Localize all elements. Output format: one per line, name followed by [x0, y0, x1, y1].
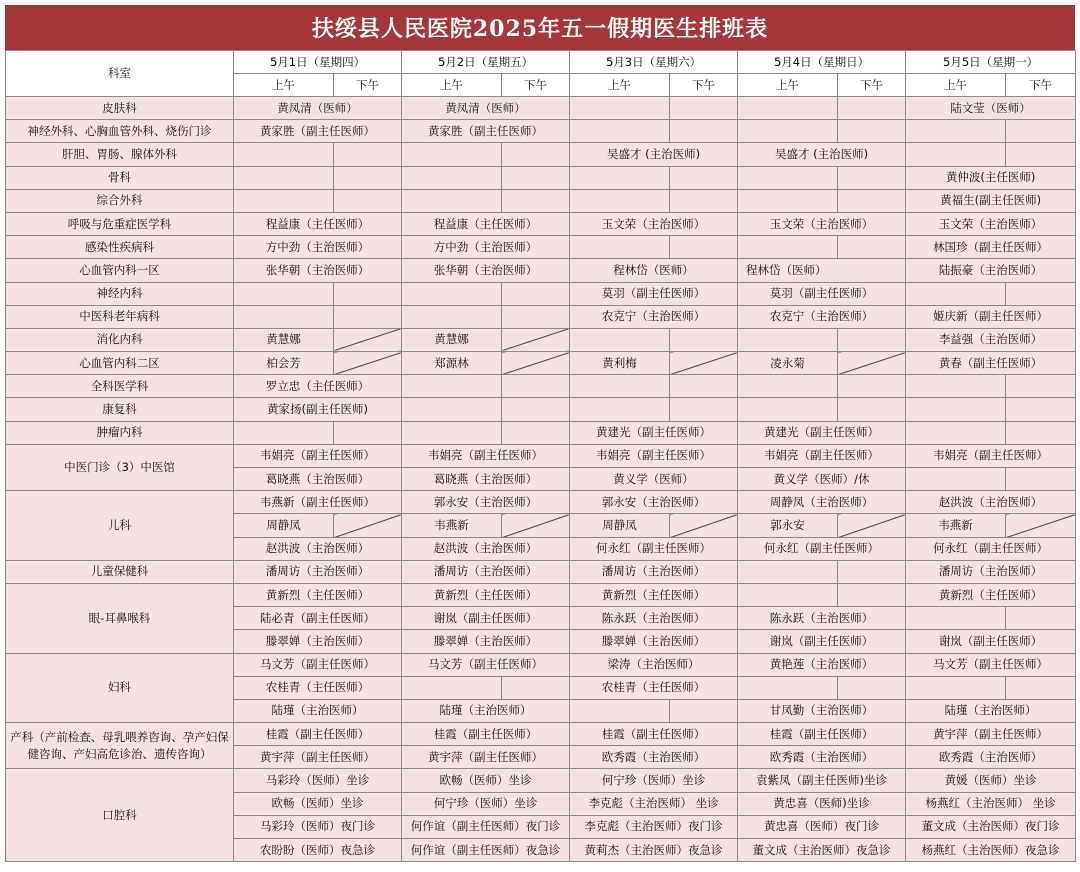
- doctor-slot: 黄慧娜: [234, 328, 334, 351]
- doctor-slot: 韦娟亮（副主任医师）: [738, 444, 906, 467]
- doctor-slot: 凌永菊: [738, 352, 838, 375]
- empty-slot: [334, 189, 402, 212]
- pm-header: 下午: [1006, 74, 1076, 97]
- empty-slot: [502, 421, 570, 444]
- doctor-slot: 黄新烈（主任医师）: [570, 583, 738, 606]
- department-cell: 中医门诊（3）中医馆: [6, 444, 234, 490]
- empty-slot: [402, 166, 502, 189]
- empty-slot: [334, 421, 402, 444]
- empty-slot-slash: [670, 514, 738, 537]
- doctor-slot: 韦娟亮（副主任医师）: [570, 444, 738, 467]
- empty-slot: [906, 375, 1006, 398]
- empty-slot: [838, 375, 906, 398]
- doctor-slot: 周静凤: [234, 514, 334, 537]
- doctor-slot: 柏会芳: [234, 352, 334, 375]
- doctor-slot: 陆文莹（医师）: [906, 97, 1076, 120]
- doctor-slot: 马彩玲（医师）坐诊: [234, 769, 402, 792]
- am-header: 上午: [402, 74, 502, 97]
- empty-slot: [670, 699, 738, 722]
- empty-slot: [1006, 468, 1076, 491]
- empty-slot: [838, 97, 906, 120]
- doctor-slot: 杨燕红（主治医师）夜急诊: [906, 839, 1076, 862]
- empty-slot: [502, 166, 570, 189]
- doctor-slot: 李益强（主治医师）: [906, 328, 1076, 351]
- empty-slot-slash: [502, 328, 570, 351]
- empty-slot: [738, 97, 838, 120]
- empty-slot: [570, 398, 670, 421]
- empty-slot: [1006, 375, 1076, 398]
- department-cell: 肿瘤内科: [6, 421, 234, 444]
- doctor-slot: 黄忠喜（医师)坐诊: [738, 792, 906, 815]
- empty-slot: [502, 398, 570, 421]
- doctor-slot: 何宁珍（医师）坐诊: [570, 769, 738, 792]
- doctor-slot: 莫羽（副主任医师）: [570, 282, 738, 305]
- doctor-slot: 张华朝（主治医师）: [402, 259, 570, 282]
- empty-slot: [570, 166, 670, 189]
- empty-slot: [670, 375, 738, 398]
- department-cell: 心血管内科二区: [6, 352, 234, 375]
- empty-slot: [502, 305, 570, 328]
- doctor-slot: 甘凤勤（主治医师）: [738, 699, 906, 722]
- doctor-slot: 黄义学（医师）: [570, 468, 738, 491]
- empty-slot: [334, 282, 402, 305]
- doctor-slot: 陆瑾（主治医师）: [234, 699, 402, 722]
- doctor-slot: 陆必青（副主任医师）: [234, 607, 402, 630]
- empty-slot: [906, 398, 1006, 421]
- table-row: [6, 653, 1076, 676]
- empty-slot: [738, 583, 838, 606]
- doctor-slot: 韦燕新: [906, 514, 1006, 537]
- doctor-slot: 潘周访（主治医师）: [402, 560, 570, 583]
- day-header: 5月4日（星期日）: [738, 51, 906, 74]
- empty-slot-slash: [670, 352, 738, 375]
- empty-slot: [1006, 607, 1076, 630]
- empty-slot: [402, 305, 502, 328]
- empty-slot: [906, 120, 1006, 143]
- table-row: [6, 166, 1076, 189]
- empty-slot: [1006, 676, 1076, 699]
- doctor-slot: 黄艳莲（主治医师）: [738, 653, 906, 676]
- doctor-slot: 葛晓燕（主治医师）: [234, 468, 402, 491]
- empty-slot: [838, 236, 906, 259]
- department-cell: 心血管内科一区: [6, 259, 234, 282]
- doctor-slot: 黄凤清（医师）: [402, 97, 570, 120]
- doctor-slot: 韦燕新（副主任医师）: [234, 491, 402, 514]
- doctor-slot: 陆瑾（主治医师）: [402, 699, 570, 722]
- doctor-slot: 马文芳（副主任医师）: [906, 653, 1076, 676]
- doctor-slot: 农克宁（主治医师）: [570, 305, 738, 328]
- department-cell: 康复科: [6, 398, 234, 421]
- doctor-slot: 黄慧娜: [402, 328, 502, 351]
- empty-slot: [906, 282, 1006, 305]
- doctor-slot: 袁紫凤（副主任医师)坐诊: [738, 769, 906, 792]
- doctor-slot: 吴盛才 (主治医师): [570, 143, 738, 166]
- empty-slot-slash: [502, 514, 570, 537]
- doctor-slot: 农桂青（主任医师）: [570, 676, 738, 699]
- day-header: 5月1日（星期四）: [234, 51, 402, 74]
- am-header: 上午: [738, 74, 838, 97]
- doctor-slot: 欧秀霞（主治医师）: [906, 746, 1076, 769]
- doctor-slot: 林国珍（副主任医师）: [906, 236, 1076, 259]
- doctor-slot: 吴盛才 (主治医师): [738, 143, 906, 166]
- empty-slot: [502, 143, 570, 166]
- empty-slot: [1006, 421, 1076, 444]
- empty-slot: [670, 398, 738, 421]
- empty-slot: [838, 560, 906, 583]
- department-cell: 全科医学科: [6, 375, 234, 398]
- empty-slot: [234, 166, 334, 189]
- am-header: 上午: [570, 74, 670, 97]
- doctor-slot: 黄家胜（副主任医师）: [402, 120, 570, 143]
- empty-slot: [570, 120, 670, 143]
- table-row: [6, 352, 1076, 375]
- pm-header: 下午: [334, 74, 402, 97]
- doctor-slot: 姬庆新（副主任医师）: [906, 305, 1076, 328]
- doctor-slot: 黄宇萍（副主任医师）: [402, 746, 570, 769]
- table-row: [6, 120, 1076, 143]
- doctor-slot: 韦燕新: [402, 514, 502, 537]
- doctor-slot: 葛晓燕（主治医师）: [402, 468, 570, 491]
- doctor-slot: 马文芳（副主任医师）: [402, 653, 570, 676]
- empty-slot: [570, 189, 670, 212]
- empty-slot: [502, 282, 570, 305]
- empty-slot: [570, 97, 670, 120]
- table-row: [6, 236, 1076, 259]
- schedule-sheet: [5, 5, 1075, 869]
- empty-slot: [670, 328, 738, 351]
- doctor-slot: 董文成（主治医师）夜急诊: [738, 839, 906, 862]
- empty-slot: [838, 398, 906, 421]
- doctor-slot: 滕翠婵（主治医师）: [234, 630, 402, 653]
- department-cell: 中医科老年病科: [6, 305, 234, 328]
- doctor-slot: 黄忠喜（医师）夜门诊: [738, 815, 906, 838]
- doctor-slot: 潘周访（主治医师）: [906, 560, 1076, 583]
- doctor-slot: 方中劲（主治医师）: [234, 236, 402, 259]
- empty-slot: [670, 120, 738, 143]
- table-row: [6, 305, 1076, 328]
- department-cell: 呼吸与危重症医学科: [6, 212, 234, 235]
- table-header: [6, 51, 1076, 97]
- table-row: [6, 491, 1076, 514]
- empty-slot: [1006, 120, 1076, 143]
- doctor-slot: 方中劲（主治医师）: [402, 236, 570, 259]
- am-header: 上午: [234, 74, 334, 97]
- doctor-slot: 桂霞（副主任医师）: [738, 723, 906, 746]
- pm-header: 下午: [670, 74, 738, 97]
- page-title: 扶绥县人民医院2025年五一假期医生排班表: [5, 5, 1075, 50]
- day-header: 5月5日（星期一）: [906, 51, 1076, 74]
- doctor-slot: 黄新烈（主任医师）: [906, 583, 1076, 606]
- table-row: [6, 282, 1076, 305]
- empty-slot: [738, 676, 838, 699]
- empty-slot-slash: [1006, 514, 1076, 537]
- doctor-slot: 黄义学（医师）/休: [738, 468, 906, 491]
- doctor-slot: 何作谊（副主任医师）夜门诊: [402, 815, 570, 838]
- doctor-slot: 陆振豪（主治医师）: [906, 259, 1076, 282]
- empty-slot: [402, 189, 502, 212]
- empty-slot: [906, 421, 1006, 444]
- empty-slot-slash: [334, 328, 402, 351]
- empty-slot: [234, 421, 334, 444]
- doctor-slot: 玉文荣（主治医师）: [738, 212, 906, 235]
- doctor-slot: 黄仲波(主任医师): [906, 166, 1076, 189]
- doctor-slot: 玉文荣（主治医师）: [906, 212, 1076, 235]
- empty-slot: [906, 607, 1006, 630]
- doctor-slot: 马文芳（副主任医师）: [234, 653, 402, 676]
- department-cell: 神经外科、心胸血管外科、烧伤门诊: [6, 120, 234, 143]
- empty-slot: [402, 676, 502, 699]
- empty-slot: [334, 166, 402, 189]
- department-cell: 综合外科: [6, 189, 234, 212]
- doctor-slot: 李克彪（主治医师）夜门诊: [570, 815, 738, 838]
- empty-slot: [838, 328, 906, 351]
- doctor-slot: 玉文荣（主治医师）: [570, 212, 738, 235]
- doctor-slot: 何永红（副主任医师）: [906, 537, 1076, 560]
- doctor-slot: 潘周访（主治医师）: [570, 560, 738, 583]
- empty-slot: [738, 375, 838, 398]
- doctor-slot: 何宁珍（医师）坐诊: [402, 792, 570, 815]
- doctor-slot: 陈永跃（主治医师）: [738, 607, 906, 630]
- doctor-slot: 黄凤清（医师）: [234, 97, 402, 120]
- empty-slot-slash: [334, 514, 402, 537]
- empty-slot: [234, 143, 334, 166]
- day-header: 5月3日（星期六）: [570, 51, 738, 74]
- department-cell: 神经内科: [6, 282, 234, 305]
- doctor-slot: 黄春（副主任医师）: [906, 352, 1076, 375]
- doctor-slot: 郑源林: [402, 352, 502, 375]
- department-cell: 儿童保健科: [6, 560, 234, 583]
- doctor-slot: 欧秀霞（主治医师）: [570, 746, 738, 769]
- doctor-slot: 黄利梅: [570, 352, 670, 375]
- doctor-slot: 黄家扬(副主任医师): [234, 398, 402, 421]
- empty-slot: [738, 398, 838, 421]
- empty-slot: [570, 328, 670, 351]
- empty-slot: [502, 676, 570, 699]
- doctor-slot: 农桂青（主任医师）: [234, 676, 402, 699]
- empty-slot: [1006, 398, 1076, 421]
- doctor-slot: 黄福生(副主任医师): [906, 189, 1076, 212]
- empty-slot: [234, 189, 334, 212]
- table-row: [6, 375, 1076, 398]
- doctor-slot: 罗立忠（主任医师）: [234, 375, 402, 398]
- doctor-slot: 张华朝（主治医师）: [234, 259, 402, 282]
- empty-slot: [1006, 143, 1076, 166]
- doctor-slot: 赵洪波（主治医师）: [906, 491, 1076, 514]
- empty-slot: [570, 699, 670, 722]
- doctor-slot: 董文成（主治医师）夜门诊: [906, 815, 1076, 838]
- department-cell: 眼-耳鼻喉科: [6, 583, 234, 653]
- doctor-slot: 程益康（主任医师）: [402, 212, 570, 235]
- doctor-slot: 郭永安（主治医师）: [570, 491, 738, 514]
- doctor-slot: 欧畅（医师）坐诊: [402, 769, 570, 792]
- table-body: [6, 97, 1076, 862]
- empty-slot: [738, 189, 838, 212]
- doctor-slot: 桂霞（副主任医师）: [402, 723, 570, 746]
- doctor-slot: 桂霞（副主任医师）: [570, 723, 738, 746]
- table-row: [6, 143, 1076, 166]
- doctor-slot: 韦娟亮（副主任医师）: [234, 444, 402, 467]
- empty-slot: [838, 676, 906, 699]
- day-header: 5月2日（星期五）: [402, 51, 570, 74]
- doctor-slot: 周静凤: [570, 514, 670, 537]
- doctor-slot: 赵洪波（主治医师）: [402, 537, 570, 560]
- doctor-slot: 黄建光（副主任医师）: [570, 421, 738, 444]
- empty-slot: [570, 375, 670, 398]
- doctor-slot: 谢岚（副主任医师）: [738, 630, 906, 653]
- empty-slot-slash: [502, 352, 570, 375]
- empty-slot: [334, 143, 402, 166]
- empty-slot: [670, 189, 738, 212]
- empty-slot: [402, 282, 502, 305]
- doctor-slot: 农盼盼（医师）夜急诊: [234, 839, 402, 862]
- pm-header: 下午: [502, 74, 570, 97]
- empty-slot: [738, 328, 838, 351]
- empty-slot: [402, 398, 502, 421]
- empty-slot: [502, 375, 570, 398]
- doctor-slot: 黄新烈（主任医师）: [402, 583, 570, 606]
- table-row: [6, 583, 1076, 606]
- schedule-table: [5, 50, 1076, 862]
- empty-slot: [838, 166, 906, 189]
- doctor-slot: 欧畅（医师）坐诊: [234, 792, 402, 815]
- doctor-slot: 周静凤（主治医师）: [738, 491, 906, 514]
- empty-slot-slash: [334, 352, 402, 375]
- department-cell: 妇科: [6, 653, 234, 723]
- doctor-slot: 农克宁（主治医师）: [738, 305, 906, 328]
- doctor-slot: 黄宇萍（副主任医师）: [906, 723, 1076, 746]
- doctor-slot: 黄媛（医师）坐诊: [906, 769, 1076, 792]
- table-row: [6, 723, 1076, 746]
- doctor-slot: 程林岱（医师）: [738, 259, 906, 282]
- doctor-slot: 何永红（副主任医师）: [738, 537, 906, 560]
- table-row: [6, 769, 1076, 792]
- am-header: 上午: [906, 74, 1006, 97]
- pm-header: 下午: [838, 74, 906, 97]
- dept-header: 科室: [6, 51, 234, 97]
- empty-slot: [402, 421, 502, 444]
- empty-slot: [738, 560, 838, 583]
- doctor-slot: 韦娟亮（副主任医师）: [906, 444, 1076, 467]
- empty-slot: [502, 189, 570, 212]
- doctor-slot: 谢岚（副主任医师）: [906, 630, 1076, 653]
- doctor-slot: 莫羽（副主任医师）: [738, 282, 906, 305]
- empty-slot: [670, 97, 738, 120]
- doctor-slot: 杨燕红（主治医师） 坐诊: [906, 792, 1076, 815]
- table-row: [6, 189, 1076, 212]
- doctor-slot: 韦娟亮（副主任医师）: [402, 444, 570, 467]
- doctor-slot: 谢岚（副主任医师）: [402, 607, 570, 630]
- doctor-slot: 滕翠婵（主治医师）: [402, 630, 570, 653]
- doctor-slot: 程林岱（医师）: [570, 259, 738, 282]
- empty-slot: [838, 583, 906, 606]
- department-cell: 骨科: [6, 166, 234, 189]
- department-cell: 肝胆、胃肠、腺体外科: [6, 143, 234, 166]
- empty-slot: [402, 143, 502, 166]
- doctor-slot: 何永红（副主任医师）: [570, 537, 738, 560]
- empty-slot: [738, 166, 838, 189]
- empty-slot: [906, 676, 1006, 699]
- doctor-slot: 郭永安（主治医师）: [402, 491, 570, 514]
- doctor-slot: 李克彪（主治医师） 坐诊: [570, 792, 738, 815]
- empty-slot: [838, 120, 906, 143]
- empty-slot: [402, 375, 502, 398]
- empty-slot: [838, 189, 906, 212]
- doctor-slot: 黄家胜（副主任医师）: [234, 120, 402, 143]
- empty-slot: [738, 236, 838, 259]
- table-row: [6, 212, 1076, 235]
- table-row: [6, 259, 1076, 282]
- table-row: [6, 328, 1076, 351]
- department-cell: 消化内科: [6, 328, 234, 351]
- department-cell: 产科（产前检查、母乳喂养咨询、孕产妇保健咨询、产妇高危诊治、遗传咨询）: [6, 723, 234, 769]
- doctor-slot: 黄新烈（主任医师）: [234, 583, 402, 606]
- table-row: [6, 560, 1076, 583]
- empty-slot-slash: [838, 514, 906, 537]
- table-row: [6, 444, 1076, 467]
- department-cell: 口腔科: [6, 769, 234, 862]
- doctor-slot: 黄建光（副主任医师）: [738, 421, 906, 444]
- department-cell: 皮肤科: [6, 97, 234, 120]
- doctor-slot: 郭永安: [738, 514, 838, 537]
- empty-slot: [1006, 282, 1076, 305]
- empty-slot-slash: [838, 352, 906, 375]
- table-row: [6, 398, 1076, 421]
- empty-slot: [906, 143, 1006, 166]
- doctor-slot: 何作谊（副主任医师）夜急诊: [402, 839, 570, 862]
- empty-slot: [906, 468, 1006, 491]
- doctor-slot: 黄莉杰（主治医师）夜急诊: [570, 839, 738, 862]
- doctor-slot: 梁涛（主治医师）: [570, 653, 738, 676]
- doctor-slot: 程益康（主任医师）: [234, 212, 402, 235]
- department-cell: 感染性疾病科: [6, 236, 234, 259]
- empty-slot: [670, 166, 738, 189]
- doctor-slot: 赵洪波（主治医师）: [234, 537, 402, 560]
- table-row: [6, 421, 1076, 444]
- doctor-slot: 欧秀霞（主治医师）: [738, 746, 906, 769]
- doctor-slot: 马彩玲（医师）夜门诊: [234, 815, 402, 838]
- empty-slot: [738, 120, 838, 143]
- doctor-slot: 陆瑾（主治医师）: [906, 699, 1076, 722]
- department-cell: 儿科: [6, 491, 234, 561]
- doctor-slot: 陈永跃（主治医师）: [570, 607, 738, 630]
- doctor-slot: 潘周访（主治医师）: [234, 560, 402, 583]
- empty-slot: [234, 282, 334, 305]
- doctor-slot: 桂霞（副主任医师）: [234, 723, 402, 746]
- doctor-slot: 滕翠婵（主治医师）: [570, 630, 738, 653]
- empty-slot: [670, 236, 738, 259]
- empty-slot: [570, 236, 670, 259]
- empty-slot: [234, 305, 334, 328]
- doctor-slot: 黄宇萍（副主任医师）: [234, 746, 402, 769]
- table-row: [6, 97, 1076, 120]
- empty-slot: [334, 305, 402, 328]
